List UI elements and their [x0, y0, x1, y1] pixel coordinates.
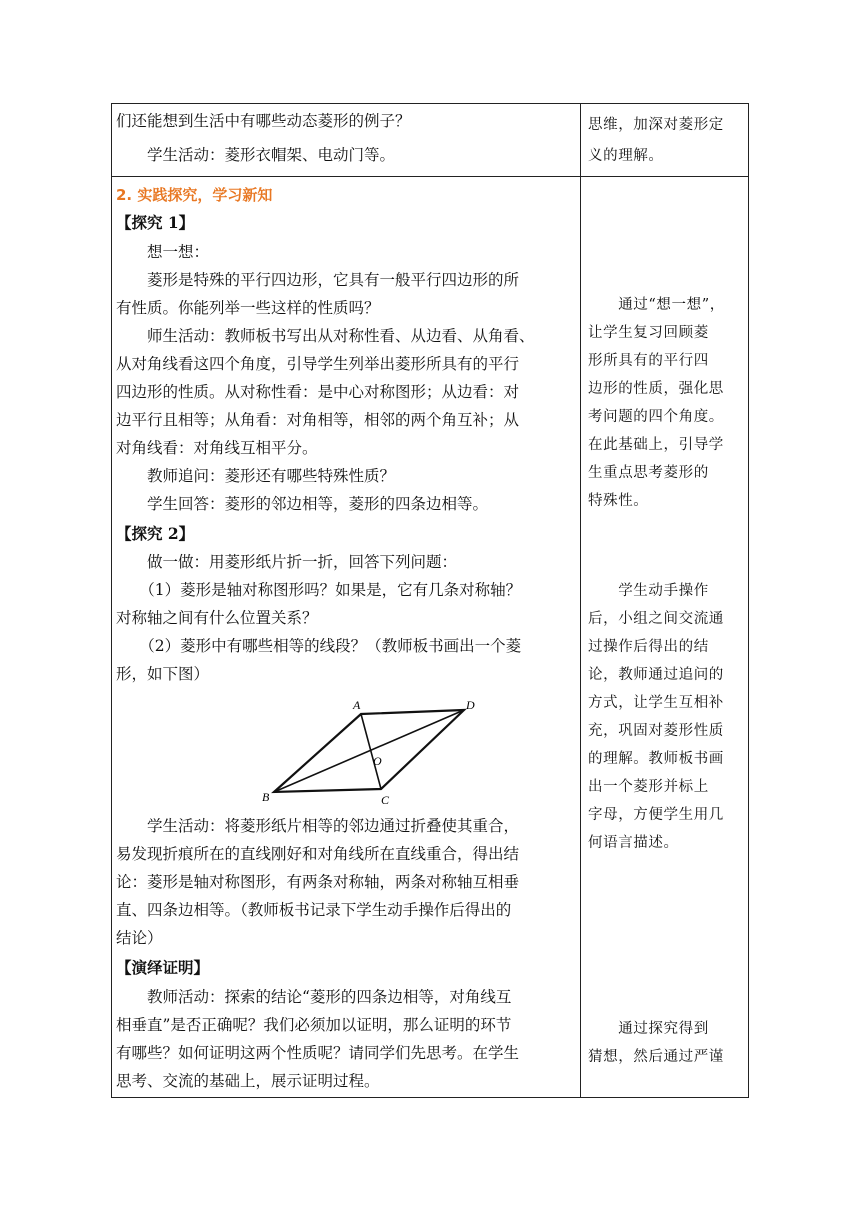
explore1-heading: 【探究 1】 — [116, 213, 195, 232]
text-line: 相垂直”是否正确呢？我们必须加以证明，那么证明的环节 — [116, 1016, 512, 1034]
text-line: （2）菱形中有哪些相等的线段？（教师板书画出一个菱 — [116, 637, 522, 655]
text-line: 对称轴之间有什么位置关系？ — [116, 609, 318, 627]
note-line: 方式，让学生互相补 — [588, 695, 724, 711]
text-line: 从对角线看这四个角度，引导学生列举出菱形所具有的平行 — [116, 355, 520, 373]
note-line: 充，巩固对菱形性质 — [588, 723, 724, 739]
note-line: 通过“想一想”， — [588, 297, 725, 313]
text-line: （1）菱形是轴对称图形吗？如果是，它有几条对称轴？ — [116, 581, 522, 599]
diagonal-ac — [361, 714, 381, 789]
text-line: 形，如下图） — [116, 665, 210, 683]
text-line: 有性质。你能列举一些这样的性质吗？ — [116, 299, 380, 317]
column-divider — [580, 104, 581, 1097]
note-line: 思维，加深对菱形定 — [588, 117, 724, 133]
note-line: 生重点思考菱形的 — [588, 465, 709, 481]
text-line: 教师追问：菱形还有哪些特殊性质？ — [116, 467, 396, 485]
note-line: 考问题的四个角度。 — [588, 409, 724, 425]
text-line: 思考、交流的基础上，展示证明过程。 — [116, 1072, 380, 1090]
note-line: 学生动手操作 — [588, 583, 709, 599]
text-line: 易发现折痕所在的直线刚好和对角线所在直线重合，得出结 — [116, 845, 520, 863]
text-line: 菱形是特殊的平行四边形，它具有一般平行四边形的所 — [116, 271, 520, 289]
lesson-table — [111, 103, 749, 1098]
note-line: 论，教师通过追问的 — [588, 667, 724, 683]
text-line: 学生活动：将菱形纸片相等的邻边通过折叠使其重合， — [116, 817, 520, 835]
note-line: 的理解。教师板书画 — [588, 751, 724, 767]
text-line: 想一想： — [116, 243, 210, 261]
text-line: 学生活动：菱形衣帽架、电动门等。 — [116, 146, 396, 164]
diagonal-bd — [274, 710, 464, 792]
section-title: 2. 实践探究，学习新知 — [116, 186, 273, 204]
label-d: D — [466, 698, 475, 712]
note-line: 通过探究得到 — [588, 1021, 709, 1037]
note-line: 特殊性。 — [588, 493, 649, 509]
note-line: 字母，方便学生用几 — [588, 807, 724, 823]
text-line: 边平行且相等；从角看：对角相等，相邻的两个角互补；从 — [116, 411, 520, 429]
note-line: 过操作后得出的结 — [588, 639, 709, 655]
label-c: C — [381, 793, 390, 807]
text-line: 师生活动：教师板书写出从对称性看、从边看、从角看、 — [116, 327, 535, 345]
note-line: 出一个菱形并标上 — [588, 779, 709, 795]
note-line: 义的理解。 — [588, 148, 664, 164]
note-line: 在此基础上，引导学 — [588, 437, 724, 453]
label-o: O — [373, 754, 382, 768]
text-line: 教师活动：探索的结论“菱形的四条边相等，对角线互 — [116, 988, 512, 1006]
text-line: 们还能想到生活中有哪些动态菱形的例子？ — [116, 112, 411, 130]
note-line: 边形的性质，强化思 — [588, 381, 724, 397]
text-line: 对角线看：对角线互相平分。 — [116, 439, 318, 457]
text-line: 四边形的性质。从对称性看：是中心对称图形；从边看：对 — [116, 383, 520, 401]
note-line: 形所具有的平行四 — [588, 353, 709, 369]
note-line: 何语言描述。 — [588, 835, 679, 851]
label-b: B — [262, 790, 270, 804]
text-line: 做一做：用菱形纸片折一折，回答下列问题： — [116, 553, 458, 571]
text-line: 结论） — [116, 929, 163, 947]
notes-column — [588, 104, 748, 1097]
note-line: 后，小组之间交流通 — [588, 611, 724, 627]
text-line: 论：菱形是轴对称图形，有两条对称轴，两条对称轴互相垂 — [116, 873, 520, 891]
rhombus-diagram — [256, 696, 486, 811]
explore2-heading: 【探究 2】 — [116, 524, 195, 543]
label-a: A — [353, 698, 361, 712]
text-line: 有哪些？如何证明这两个性质呢？请同学们先思考。在学生 — [116, 1044, 520, 1062]
main-column — [116, 104, 578, 1097]
text-line: 学生回答：菱形的邻边相等，菱形的四条边相等。 — [116, 495, 489, 513]
note-line: 让学生复习回顾菱 — [588, 325, 709, 341]
proof-heading: 【演绎证明】 — [116, 958, 210, 977]
note-line: 猜想，然后通过严谨 — [588, 1049, 724, 1065]
text-line: 直、四条边相等。（教师板书记录下学生动手操作后得出的 — [116, 901, 512, 919]
